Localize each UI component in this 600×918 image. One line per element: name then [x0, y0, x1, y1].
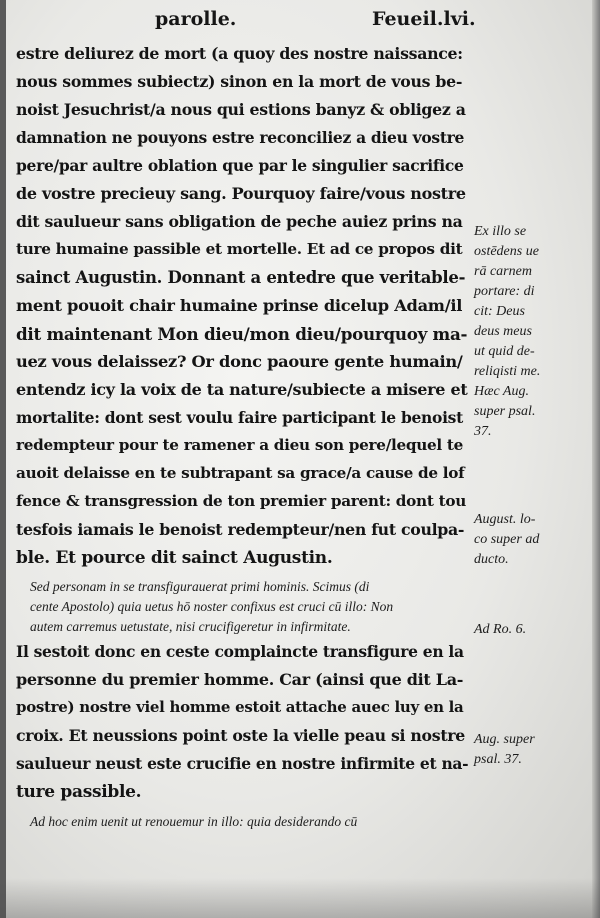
margin-line: reliqisti me. [474, 364, 541, 379]
text-line: tesfois iamais le benoist redempteur/nen fut coulpa- [16, 520, 465, 539]
text-line: pere/par aultre oblation que par le singulier sacrifice [16, 156, 464, 175]
margin-line: ostēdens ue [474, 244, 539, 259]
text-line: dit maintenant Mon dieu/mon dieu/pourquoy ma- [16, 324, 468, 344]
text-line: nous sommes subiectz) sinon en la mort de vous be- [16, 72, 463, 91]
text-line: ble. Et pource dit sainct Augustin. [16, 548, 333, 568]
margin-line: ut quid de- [474, 344, 535, 359]
text-line: sainct Augustin. Donnant a entedre que veritable- [16, 268, 466, 287]
latin-quote-line: autem carremus uetustate, nisi crucifigeretur in infirmitate. [30, 619, 351, 634]
margin-note-augustine [474, 222, 540, 442]
margin-note-romans [474, 620, 526, 640]
margin-line: Hæc Aug. [474, 384, 529, 399]
margin-line: August. lo- [474, 512, 536, 527]
text-line: de vostre precieuy sang. Pourquoy faire/vous nostre [16, 184, 466, 203]
running-header [0, 8, 600, 34]
margin-line: ducto. [474, 552, 509, 567]
margin-line: portare: di [474, 284, 535, 299]
margin-line: psal. 37. [474, 752, 522, 767]
running-title: parolle. [155, 8, 237, 30]
margin-note-august-loco [474, 510, 539, 570]
text-line: dit saulueur sans obligation de peche auiez prins na [16, 212, 463, 231]
text-line: croix. Et neussions point oste la vielle peau si nostre [16, 726, 466, 745]
margin-line: Aug. super [474, 732, 535, 747]
page-right-edge [592, 0, 600, 918]
text-line: ture passible. [16, 782, 142, 802]
margin-line: deus meus [474, 324, 532, 339]
latin-quote-line: cente Apostolo) quia uetus hō noster confixus est cruci cū illo: Non [30, 599, 394, 614]
text-line: personne du premier homme. Car (ainsi que dit La- [16, 670, 464, 689]
text-line: saulueur neust este crucifie en nostre infirmite et na- [16, 754, 469, 773]
text-line: entendz icy la voix de ta nature/subiecte a misere et [16, 380, 468, 399]
page-bottom-shadow [0, 878, 600, 918]
text-line: ment pouoit chair humaine prinse dicelup Adam/il [16, 296, 463, 315]
text-line: damnation ne pouyons estre reconciliez a dieu vostre [16, 128, 465, 147]
text-line: noist Jesuchrist/a nous qui estions banyz & obligez a [16, 100, 466, 119]
text-line: estre deliurez de mort (a quoy des nostre naissance: [16, 44, 463, 63]
latin-quote-line: Ad hoc enim uenit ut renouemur in illo: quia desiderando cū [30, 814, 358, 829]
page-left-shadow [0, 0, 6, 918]
margin-line: Ex illo se [474, 224, 527, 239]
text-line: mortalite: dont sest voulu faire participant le benoist [16, 408, 463, 427]
text-line: Il sestoit donc en ceste complaincte transfigure en la [16, 642, 464, 661]
folio-number: Feueil.lvi. [372, 8, 476, 30]
margin-line: Ad Ro. 6. [474, 622, 527, 637]
text-line: auoit delaisse en te subtrapant sa grace/a cause de lof [16, 464, 465, 482]
margin-note-psalm [474, 730, 535, 770]
margin-line: super psal. [474, 404, 536, 419]
margin-line: 37. [474, 424, 492, 439]
text-line: ture humaine passible et mortelle. Et ad ce propos dit [16, 240, 463, 258]
text-line: fence & transgression de ton premier parent: dont tou [16, 492, 466, 510]
text-line: redempteur pour te ramener a dieu son pere/lequel te [16, 436, 464, 454]
margin-line: rā carnem [474, 264, 532, 279]
latin-quote-line: Sed personam in se transfigurauerat primi hominis. Scimus (di [30, 579, 370, 594]
text-line: postre) nostre viel homme estoit attache auec luy en la [16, 698, 464, 716]
text-line: uez vous delaissez? Or donc paoure gente humain/ [16, 352, 463, 371]
margin-line: cit: Deus [474, 304, 525, 319]
margin-line: co super ad [474, 532, 540, 547]
